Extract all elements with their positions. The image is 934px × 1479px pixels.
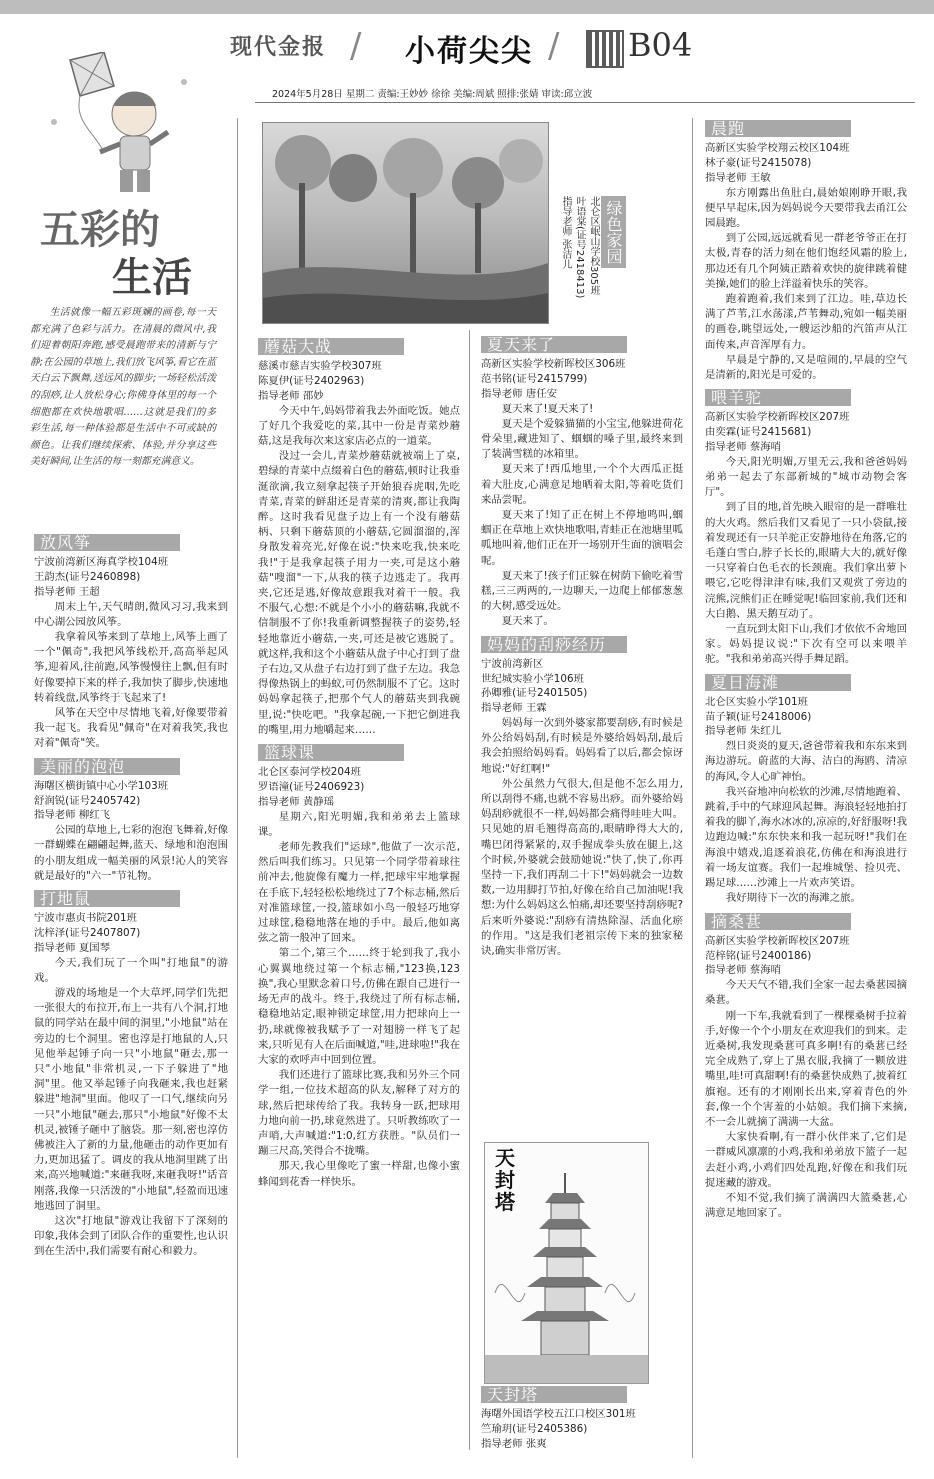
article-paragraph: 不知不觉,我们摘了满满四大篮桑葚,心满意足地回家了。 (705, 1191, 907, 1220)
article-school: 北仑区泰河学校204班 (258, 766, 361, 779)
article-meta (705, 410, 907, 454)
article-meta (705, 141, 907, 185)
painting-tianfeng-pagoda (484, 1142, 649, 1384)
article-meta (258, 765, 460, 809)
article-paragraph: 夏天来了!孩子们正躲在树荫下偷吃着雪糕,三三两两的,一边聊天,一边爬上郁郁葱葱的大树,感受远处。 (481, 569, 683, 613)
painting1-school: 北仑区岷山学校305班 (588, 196, 599, 296)
article-author: 由奕霖(证号2415681) (705, 426, 812, 439)
article-author: 罗语潼(证号2406923) (258, 781, 365, 794)
column-3 (481, 330, 683, 959)
article-teacher: 指导老师 王霖 (481, 702, 547, 715)
article-author: 林子豪(证号2415078) (705, 157, 812, 169)
article-teacher: 指导老师 柳红飞 (34, 809, 111, 822)
article-paragraph: 大家快看啊,有一群小伙伴来了,它们是一群威风凛凛的小鸡,我和弟弟放下篮子一起去赶小鸡,小鸡们四处乱跑,好像在和我们玩捉迷藏的游戏。 (705, 1131, 907, 1189)
article-paragraph: 老师先教我们"运球",他做了一次示范,然后叫我们练习。只见第一个同学带着球往前冲去,他旋像有魔力一样,把球牢牢地掌握在手底下,轻轻松松地绕过了7个标志桶,然后对准篮球筐,一投,篮球如小鸟一般轻巧地穿过球筐,稳稳地落在地的手中。最后,他如离弦之箭一般冲了回来。 (258, 841, 460, 945)
article-paragraph: 夏天来了!知了正在树上不停地鸣叫,蝈蝈正在草地上欢快地歌唱,青蛙正在池塘里呱呱地叫着,他们正在开一场别开生面的演唱会呢。 (481, 509, 683, 567)
article-teacher: 指导老师 黄静瑶 (258, 795, 335, 808)
article-school: 高新区实验学校翔云校区104班 (705, 142, 850, 155)
painting2-credit (481, 1380, 683, 1452)
article-paragraph: 第二个,第三个……终于轮到我了,我小心翼翼地绕过第一个标志桶,"123换,123换",我心里默念着口号,仿佛在跟自己进行一场无声的战斗。终于,我绕过了所有标志桶,稳稳地站定,眼神锁定球筐,用力把球向上一扔,球就像被我赋予了一对翅膀一样飞了起来,只听见有人在后面喊道,"哇,进球啦!"我在大家的欢呼声中回到位置。 (258, 947, 460, 1066)
article-school: 宁波前湾新区 (481, 657, 544, 670)
divider-slash: / (350, 26, 362, 66)
article-paragraph: 公园的草地上,七彩的泡泡飞舞着,好像一群蝴蝶在翩翩起舞,蓝天、绿地和泡泡围的小朋友组成一幅美丽的风景!沁人的笑容就是最好的"六一"节礼物。 (34, 824, 228, 882)
article-meta (705, 695, 907, 739)
article-paragraph: 星期六,阳光明媚,我和弟弟去上篮球课。 (258, 810, 460, 838)
article-school: 高新区实验学校新晖校区207班 (705, 934, 850, 947)
feature-title-line2: 生活 (112, 254, 192, 301)
article-meta (705, 934, 907, 978)
article-paragraph: 我兴奋地冲向松软的沙滩,尽情地跑着、跳着,手中的气球迎风起舞。海浪轻轻地拍打着我的脚丫,海水冰冰的,凉凉的,好舒服呀!我边跑边喊:"东东快来和我一起玩呀!"我们在海浪中嬉戏,追逐着浪花,仿佛在和海浪进行着一场友谊赛。我们一起堆城堡、捡贝壳、踢足球……沙滩上一片欢声笑语。 (705, 785, 907, 890)
article-school-line2: 世纪城实验小学106班 (481, 672, 584, 685)
painting1-author: 叶语棠(证号2418413) (574, 196, 585, 299)
article-school: 高新区实验学校新晖校区306班 (481, 358, 626, 371)
qr-code-icon[interactable] (586, 30, 624, 68)
article-paragraph: 周末上午,天气晴朗,微风习习,我来到中心湖公园放风筝。 (34, 600, 228, 628)
feature-intro (30, 305, 216, 471)
article-paragraph: 游戏的场地是一个大草坪,同学们先把一张很大的布拉开,布上一共有八个洞,打地鼠的同学站在最中间的洞里,"小地鼠"站在旁边的七个洞里。密也淳是打地鼠的人,只见他举起锤子向一只"小地鼠"砸去,那一只"小地鼠"非常机灵,一下子躲进了"地洞"里。他又举起锤子向我砸来,我也赶紧躲进"地洞"里面。他叹了一口气,继续向另一只"小地鼠"砸去,那只"小地鼠"好像不太机灵,被锤子砸中了脑袋。那一刻,密也淳仿佛被注入了新的力量,他砸击的动作更加有力,更加迅猛了。调皮的我从地洞里跳了出来,高兴地喊道:"来砸我呀,来砸我呀!"话音刚落,我像一只活泼的"小地鼠",轻盈而迅速地逃回了洞里。 (34, 987, 228, 1212)
article-paragraph: 烈日炎炎的夏天,爸爸带着我和东东来到海边游玩。蔚蓝的大海、洁白的海鸥、清凉的海风,令人心旷神怡。 (705, 740, 907, 783)
article-paragraph: 夏天来了!西瓜地里,一个个大西瓜正挺着大肚皮,心满意足地晒着太阳,等着吃货们来品尝呢。 (481, 463, 683, 506)
article-paragraph: 今天天气不错,我们全家一起去桑葚园摘桑葚。 (705, 979, 907, 1007)
article-title: 妈妈的刮痧经历 (481, 636, 627, 653)
article-paragraph: 夏天是个爱躲猫猫的小宝宝,他躲进荷花骨朵里,藏进知了、蝈蝈的嗓子里,最终来到了装满雪糕的冰箱里。 (481, 417, 683, 461)
painting1-teacher: 指导老师 张洁儿 (560, 196, 571, 270)
article-author: 竺瑜玥(证号2405386) (481, 1423, 588, 1435)
article-paragraph: 夏天来了!夏天来了! (501, 402, 594, 415)
article-title: 篮球课 (258, 744, 404, 761)
article-author: 舒润锐(证号2405742) (34, 794, 141, 807)
article-meta (34, 911, 228, 955)
article-author: 苗子颖(证号2418006) (705, 710, 812, 723)
article-school: 高新区实验学校新晖校区207班 (705, 411, 850, 424)
intro-text: 生活就像一幅五彩斑斓的画卷,每一天都充满了色彩与活力。在清晨的微风中,我们迎着朝阳奔跑,感受晨跑带来的清新与宁静;在公园的草地上,我们放飞风筝,看它在蓝天白云下飘舞,送远风的脚步;一场轻松活泼的刮痧,让人放松身心;你佛身体里的每一个细胞都在欢快地歌唱……这就是我们的多彩生活,每一种体验都是生活中不可或缺的颜色。让我们继续探索、体验,并分享这些美好瞬间,让生活的每一刻都充满意义。 (30, 307, 216, 468)
article-school: 北仑区实验小学101班 (705, 695, 808, 708)
article-paragraph: 刚一下车,我就看到了一棵棵桑树手拉着手,好像一个个小朋友在欢迎我们的到来。走近桑树,我发现桑葚可真多啊!有的桑葚已经完全成熟了,穿上了黑衣服,我摘了一颗放进嘴里,哇!可真甜啊!有的桑葚快成熟了,披着红旗袍。还有的才刚刚长出来,穿着青色的外套,像一个个害羞的小姑娘。我们摘下来摘,不一会儿就摘了满满一大盆。 (705, 1009, 907, 1128)
article-paragraph: 我好期待下一次的海滩之旅。 (725, 892, 861, 905)
article-paragraph: 夏天来了。 (501, 615, 554, 628)
article-title: 摘桑葚 (705, 913, 851, 930)
column-4 (705, 114, 907, 1221)
article-teacher: 指导老师 王超 (34, 585, 100, 598)
article-paragraph: 风筝在天空中尽情地飞着,好像要带着我一起飞。我看见"佩奇"在对着我笑,我也对着"佩奇"笑。 (34, 707, 228, 750)
article-teacher: 指导老师 蔡海哨 (705, 441, 782, 454)
article-paragraph: 我拿着风筝来到了草地上,风筝上画了一个"佩奇",我把风筝线松开,高高举起风筝,迎着风,往前跑,风筝慢慢往上飘,但有时好像要掉下来的样子,我加快了脚步,快速地转着线盘,风筝终于飞起来了! (34, 631, 228, 704)
article-paragraph: 到了公园,远远就看见一群老爷爷正在打太极,青春的活力刻在他们饱经风霜的脸上,那边还有几个阿姨正踏着欢快的旋律跳着健美操,她们的脸上洋溢着快乐的笑容。 (705, 232, 907, 290)
top-bar (0, 0, 934, 14)
article-author: 王韵杰(证号2460898) (34, 571, 141, 583)
article-author: 范书铭(证号2415799) (481, 373, 588, 385)
article-meta (481, 657, 683, 716)
article-teacher: 指导老师 朱红儿 (705, 725, 782, 738)
article-author: 孙卿雅(证号2401505) (481, 687, 588, 700)
article-teacher: 指导老师 夏国琴 (34, 941, 111, 954)
article-meta (34, 555, 228, 599)
divider-slash: / (548, 26, 560, 66)
article-school: 慈溪市慈吉实验学校307班 (258, 360, 382, 373)
article-school: 宁波前湾新区海真学校104班 (34, 556, 169, 569)
article-meta (34, 779, 228, 823)
section-name: 小荷尖尖 (405, 34, 533, 69)
article-paragraph: 一直玩到太阳下山,我们才依依不舍地回家。妈妈提议说:"下次有空可以来喂羊驼。"我和弟弟高兴得手舞足蹈。 (705, 623, 907, 666)
paper-name: 现代金报 (230, 34, 327, 60)
article-paragraph: 早晨是宁静的,又是喧闹的,早晨的空气是清新的,阳光是可爱的。 (705, 353, 907, 382)
pagoda-calligraphy: 天封塔 (495, 1146, 515, 1214)
article-paragraph: 外公虽然力气很大,但是他不怎么用力,所以刮得不痛,也就不容易出痧。而外婆给妈妈刮痧就很不一样,妈妈都会痛得哇哇大叫。只见她的眉毛翘得高高的,眼睛睁得大大的,嘴巴闭得紧紧的,双手握成拳头放在腿上,这个时候,外婆就会鼓励她说:"快了,快了,你再坚持一下,我们再刮二十下!"妈妈就会一边数数,一边用脚打节拍,好像在给自己加油呢!我想:为什么妈妈这么怕痛,却还要坚持刮痧呢?后来听外婆说:"刮痧有清热除湿、活血化瘀的作用。"这是我们老祖宗传下来的独家秘诀,确实非常厉害。 (481, 777, 683, 958)
painting1-title: 绿色家园 (601, 196, 626, 268)
article-teacher: 指导老师 蔡海哨 (705, 964, 782, 977)
article-author: 陈夏伊(证号2402963) (258, 375, 365, 387)
article-paragraph: 我们还进行了篮球比赛,我和另外三个同学一组,一位技术超高的队友,解释了对方的球,然后把球传给了我。我转身一跃,把球用力地向前一扔,球竟然进了。只听教练吹了一声哨,大声喊道:"1:0,红方获胜。"队员们一蹦三尺高,笑得合不拢嘴。 (258, 1069, 460, 1158)
column-divider (469, 330, 470, 1450)
article-paragraph: 这次"打地鼠"游戏让我留下了深刻的印象,我体会到了团队合作的重要性,也认识到在生活中,我们需要有耐心和毅力。 (34, 1215, 228, 1258)
article-title: 夏日海滩 (705, 674, 851, 691)
article-author: 沈梓泽(证号2407807) (34, 927, 141, 940)
article-title: 美丽的泡泡 (34, 758, 180, 775)
article-school: 海曙区横街镇中心小学103班 (34, 779, 169, 792)
header-rule (255, 102, 915, 103)
article-title: 喂羊驼 (705, 389, 851, 406)
page-number: B04 (628, 26, 693, 64)
article-title: 夏天来了 (481, 336, 627, 353)
column-divider (237, 118, 238, 1458)
dateline: 2024年5月28日 星期二 责编:王妙妙 徐徐 美编:周斌 照排:张婧 审读:邱立波 (272, 89, 593, 100)
article-title: 放风筝 (34, 534, 180, 551)
article-teacher: 指导老师 张爽 (481, 1437, 547, 1450)
article-paragraph: 没过一会儿,青菜炒蘑菇就被端上了桌,碧绿的青菜中点缀着白色的蘑菇,顿时让我垂涎欲滴,我立刻拿起筷子开始狼吞虎咽,先吃青菜,青菜的鲜甜还是青菜的清爽,都让我陶醉。这时我看见盘子边上有一个没有蘑菇柄、只剩下蘑菇顶的小蘑菇,它圆溜溜的,浑身散发着亮光,好像在说:"快来吃我,快来吃我!"于是我拿起筷子用力一夹,可是这小蘑菇"嗖溜"一下,从我的筷子边逃走了。我再夹,它还是逃,好像故意跟我对着干一般。我不服气,心想:不就是个小小的蘑菇嘛,我就不信制服不了你!我重新调整握筷子的姿势,轻轻地靠近小蘑菇,一夹,可还是被它逃脱了。就这样,我和这个小蘑菇从盘子中心打到了盘子右边,又从盘子右边打到了盘子左边。我急得像热锅上的蚂蚁,可仍然制服不了它。这时妈妈拿起筷子,把那个气人的蘑菇夹到我碗里,说:"快吃吧。"我拿起碗,一下把它倒进我的嘴里,用力地嚼起来…… (258, 450, 460, 736)
article-paragraph: 今天,阳光明媚,万里无云,我和爸爸妈妈弟弟一起去了东部新城的"城市动物会客厅"。 (705, 455, 907, 499)
article-paragraph: 妈妈每一次到外婆家都要刮痧,有时候是外公给妈妈刮,有时候是外婆给妈妈刮,最后我会拍照给妈妈看。妈妈看了以后,都会惊讶地说:"好红啊!" (481, 717, 683, 775)
masthead (230, 26, 930, 74)
article-teacher: 指导老师 唐任安 (481, 387, 558, 400)
article-title: 晨跑 (705, 120, 851, 137)
article-paragraph: 今天,我们玩了一个叫"打地鼠"的游戏。 (34, 956, 228, 984)
article-title: 蘑菇大战 (258, 338, 404, 355)
article-teacher: 指导老师 邵妙 (258, 389, 324, 402)
article-meta (481, 357, 683, 401)
article-meta (258, 359, 460, 403)
column-divider (692, 118, 693, 1458)
article-school: 海曙外国语学校五江口校区301班 (481, 1408, 636, 1421)
article-title: 天封塔 (481, 1386, 627, 1403)
painting-green-homeland (262, 122, 549, 324)
article-title: 打地鼠 (34, 890, 180, 907)
article-author: 范梓铭(证号2400186) (705, 949, 812, 962)
feature-title-line1: 五彩的 (40, 206, 160, 253)
article-paragraph: 到了目的地,首先映入眼帘的是一群唯壮的大火鸡。然后我们又看见了一只小袋鼠,接着发现还有一只羊驼正安静地待在角落,它的毛蓬白雪白,脖子长长的,眼睛大大的,就好像一只穿着白色毛衣的长颈鹿。我们拿出萝卜喂它,它吃得津津有味,我们又观赏了旁边的浣熊,浣熊们正在睡觉呢!临回家前,我们还和大白鹅、黑天鹅互动了。 (705, 501, 907, 620)
painting1-caption (556, 196, 626, 326)
article-paragraph: 那天,我心里像吃了蜜一样甜,也像小蜜蜂闻到花香一样快乐。 (258, 1160, 460, 1188)
article-paragraph: 东方刚露出鱼肚白,晨始娘刚睁开眼,我便早早起床,因为妈妈说今天要带我去甬江公园晨跑。 (705, 186, 907, 229)
article-paragraph: 今天中午,妈妈带着我去外面吃饭。她点了好几个我爱吃的菜,其中一份是青菜炒蘑菇,这是我每次来这家店必点的一道菜。 (258, 404, 460, 447)
article-school: 宁波市惠贞书院201班 (34, 912, 137, 925)
kite-child-illustration (34, 52, 214, 202)
column-1 (34, 528, 228, 1260)
painting-illustration (263, 123, 548, 323)
article-paragraph: 跑着跑着,我们来到了江边。哇,草边长满了芦苇,江水荡漾,芦苇舞动,宛如一幅美丽的画卷,眺望远处,一艘运沙船的汽笛声从江面传来,声音浑厚有力。 (705, 293, 907, 351)
column-2 (258, 332, 460, 1190)
article-teacher: 指导老师 王敏 (705, 171, 771, 184)
article-meta (481, 1407, 683, 1451)
